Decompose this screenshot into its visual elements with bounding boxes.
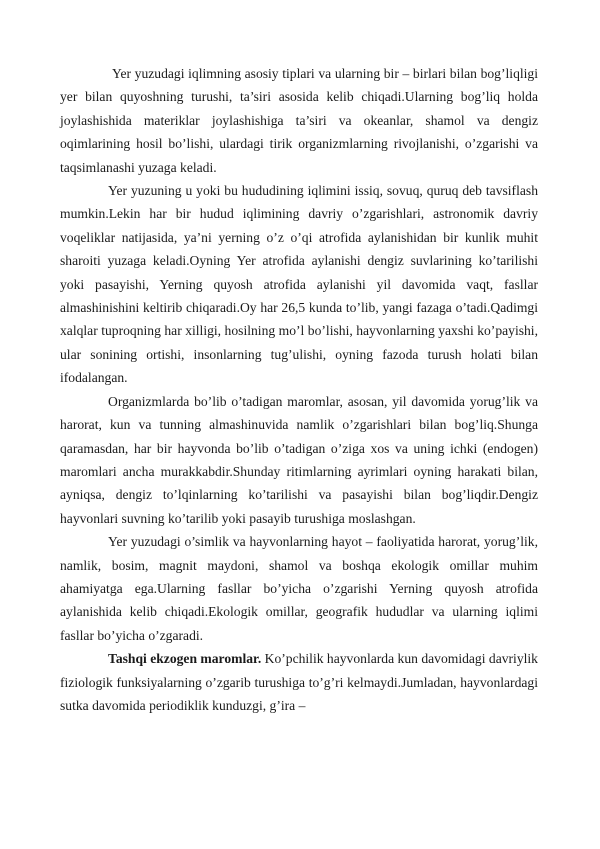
section-heading-exogenous: Tashqi ekzogen maromlar. bbox=[108, 651, 262, 667]
paragraph-regional-climate: Yer yuzuning u yoki bu hududining iqlimini issiq, sovuq, quruq deb tavsiflash mumkin.Lekin har bir hudud iqlimining davriy o’zgarishlari, astronomik davriy voqeliklar natijasida, ya’ni yerning o’z o’qi atrofida aylanishidan bir kunlik muhit sharoiti yuzaga keladi.Oyning Yer atrofida aylanishi dengiz suvlarining ko’tarilishi yoki pasayishi, Yerning quyosh atrofida aylanishi yil davomida vaqt, fasllar almashinishini keltirib chiqaradi.Oy har 26,5 kunda to’lib, yangi fazaga o’tadi.Qadimgi xalqlar tuproqning har xilligi, hosilning mo’l bo’lishi, hayvonlarning yaxshi ko’payishi, ular sonining ortishi, insonlarning tug’ulishi, oyning fazoda turush holati bilan ifodalangan. bbox=[60, 183, 538, 386]
paragraph-exogenous-rhythms bbox=[60, 647, 538, 717]
paragraph-climate-types: Yer yuzudagi iqlimning asosiy tiplari va ularning bir – birlari bilan bog’liqligi yer bilan quyoshning turushi, ta’siri asosida kelib chiqadi.Ularning bog’liq holda joylashishida materiklar joylashishiga ta’siri va okeanlar, shamol va dengiz oqimlarining hosil bo’lishi, ulardagi tirik organizmlarning rivojlanishi, o’zgarishi va taqsimlanashi yuzaga keladi. bbox=[60, 66, 538, 175]
document-page bbox=[60, 62, 538, 717]
paragraph-ecological-factors: Yer yuzudagi o’simlik va hayvonlarning hayot – faoliyatida harorat, yorug’lik, namlik, bosim, magnit maydoni, shamol va boshqa ekologik omillar muhim ahamiyatga ega.Ularning fasllar bo’yicha o’zgarishi Yerning quyosh atrofida aylanishida kelib chiqadi.Ekologik omillar, geografik hududlar va ularning iqlimi fasllar bo’yicha o’zgaradi. bbox=[60, 534, 538, 643]
paragraph-organism-rhythms: Organizmlarda bo’lib o’tadigan maromlar, asosan, yil davomida yorug’lik va harorat, kun va tunning almashinuvida namlik o’zgarishlari bilan bog’liq.Shunga qaramasdan, har bir hayvonda bo’lib o’tadigan o’ziga xos va uning ichki (endogen) maromlari ancha murakkabdir.Shunday ritimlarning ayrimlari oyning harakati bilan, ayniqsa, dengiz to’lqinlarning ko’tarilishi va pasayishi bilan bog’liqdir.Dengiz hayvonlari suvning ko’tarilib yoki pasayib turushiga moslashgan. bbox=[60, 393, 538, 526]
paragraph-exogenous-text: Ko’pchilik hayvonlarda kun davomidagi davriylik fiziologik funksiyalarning o’zgarib turushiga to’g’ri kelmaydi.Jumladan, hayvonlardagi sutka davomida periodiklik kunduzgi, g’ira – bbox=[60, 651, 538, 713]
